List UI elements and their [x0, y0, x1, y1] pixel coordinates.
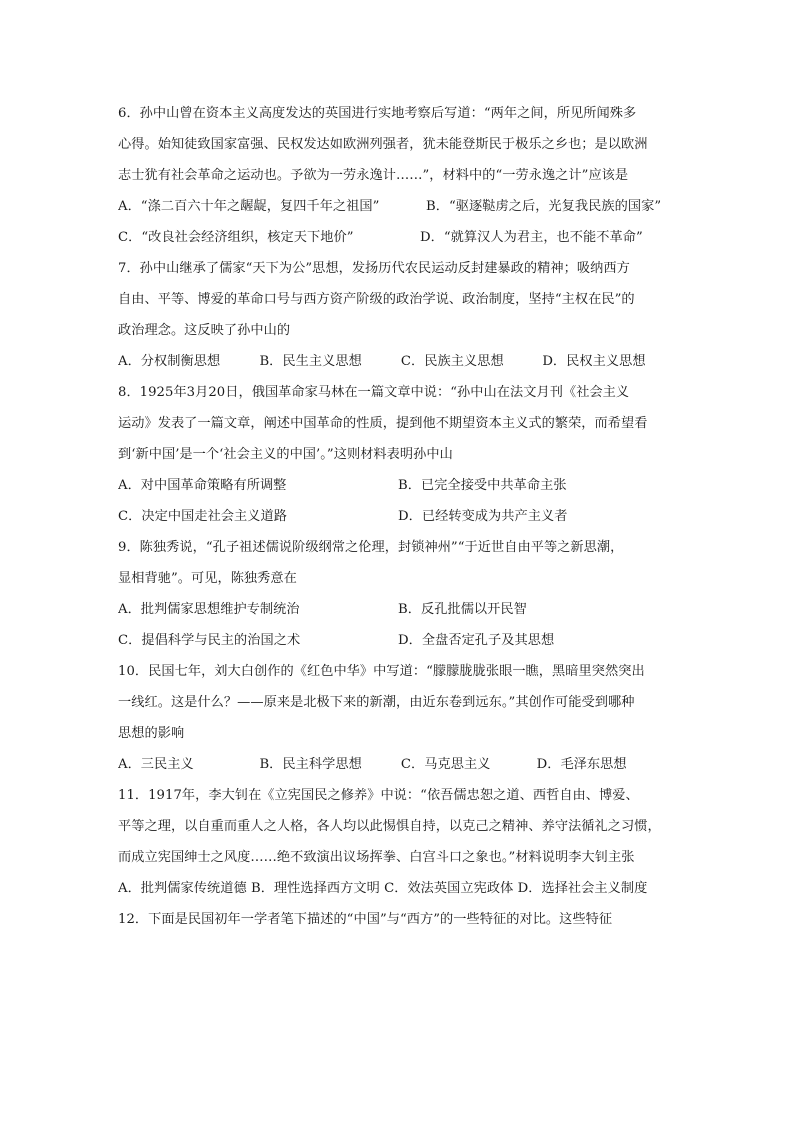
question-11-stem-line: 11．1917年，李大钊在《立宪国民之修养》中说：“依吾儒忠恕之道、西哲自由、博爱、	[118, 788, 639, 803]
question-10-options-row	[118, 749, 678, 780]
question-8-option-d: D．已经转变成为共产主义者	[398, 509, 568, 524]
question-11-stem-line: 而成立宪国绅士之风度……绝不致演出议场挥拳、白宫斗口之象也。”材料说明李大钊主张	[118, 850, 635, 865]
question-7-stem-line: 自由、平等、博爱的革命口号与西方资产阶级的政治学说、政治制度，坚持“主权在民”的	[118, 292, 635, 307]
question-6-options-row	[118, 222, 678, 253]
question-6-stem-line: 心得。始知徒致国家富强、民权发达如欧洲列强者，犹未能登斯民于极乐之乡也；是以欧洲	[118, 137, 648, 152]
question-6-stem-line: 志士犹有社会革命之运动也。予欲为一劳永逸计……”，材料中的“一劳永逸之计”应该是	[118, 168, 629, 183]
question-10-option-b: B．民主科学思想	[259, 757, 362, 772]
question-10-stem-line: 思想的影响	[118, 726, 185, 741]
question-10-stem-line: 10．民国七年，刘大白创作的《红色中华》中写道：“朦朦胧胧张眼一瞧，黑暗里突然突出	[118, 664, 645, 679]
question-9-option-a: A．批判儒家思想维护专制统治	[118, 602, 300, 617]
question-9-option-b: B．反孔批儒以开民智	[398, 602, 527, 617]
question-8-stem-line: 运动》发表了一篇文章，阐述中国革命的性质，提到他不期望资本主义式的繁荣，而希望看	[118, 416, 648, 431]
question-9-option-d: D．全盘否定孔子及其思想	[398, 633, 555, 648]
question-7-option-a: A．分权制衡思想	[118, 354, 221, 369]
question-7-option-d: D．民权主义思想	[542, 354, 646, 369]
question-6-option-c: C．“改良社会经济组织，核定天下地价”	[118, 230, 354, 245]
question-8-option-b: B．已完全接受中共革命主张	[398, 478, 567, 493]
question-8-option-c: C．决定中国走社会主义道路	[118, 509, 287, 524]
question-7-stem-line: 政治理念。这反映了孙中山的	[118, 323, 291, 338]
question-6-option-a: A．“涤二百六十年之龌龊，复四千年之祖国”	[118, 199, 380, 214]
question-8-option-a: A．对中国革命策略有所调整	[118, 478, 287, 493]
question-9-option-c: C．提倡科学与民主的治国之术	[118, 633, 301, 648]
question-7-option-c: C．民族主义思想	[400, 354, 504, 369]
question-9-options-row	[118, 625, 678, 656]
question-9-stem-line: 9．陈独秀说，“孔子祖述儒说阶级纲常之伦理，封锁神州”“于近世自由平等之新思潮，	[118, 540, 624, 555]
question-10-option-a: A．三民主义	[118, 757, 194, 772]
question-11-stem-line: 平等之理，以自重而重人之人格，各人均以此惕惧自持，以克己之精神、养守法循礼之习惯，	[118, 819, 661, 834]
question-6-option-d: D．“就算汉人为君主，也不能不革命”	[420, 230, 643, 245]
question-7-option-b: B．民生主义思想	[259, 354, 362, 369]
question-8-stem-line: 8．1925年3月20日，俄国革命家马林在一篇文章中说：“孙中山在法文月刊《社会主义	[118, 385, 630, 400]
question-9-options-row	[118, 594, 678, 625]
question-11-options-line: A．批判儒家传统道德 B．理性选择西方文明 C．效法英国立宪政体 D．选择社会主义制度	[118, 881, 648, 896]
question-7-options-row	[118, 346, 678, 377]
question-8-stem-line: 到‘新中国’是一个‘社会主义的中国’。”这则材料表明孙中山	[118, 447, 453, 462]
question-6-option-b: B．“驱逐鞑虏之后，光复我民族的国家”	[426, 199, 662, 214]
question-8-options-row	[118, 470, 678, 501]
question-12-stem-line: 12．下面是民国初年一学者笔下描述的“中国”与“西方”的一些特征的对比。这些特征	[118, 912, 613, 927]
question-6-stem-line: 6．孙中山曾在资本主义高度发达的英国进行实地考察后写道：“两年之间，所见所闻殊多	[118, 106, 637, 121]
question-10-option-d: D．毛泽东思想	[536, 757, 627, 772]
question-8-options-row	[118, 501, 678, 532]
question-10-option-c: C．马克思主义	[400, 757, 491, 772]
question-6-options-row	[118, 191, 678, 222]
question-7-stem-line: 7．孙中山继承了儒家“天下为公”思想，发扬历代农民运动反封建暴政的精神；吸纳西方	[118, 261, 630, 276]
question-10-stem-line: 一线红。这是什么？——原来是北极下来的新潮，由近东卷到远东。”其创作可能受到哪种	[118, 695, 635, 710]
question-9-stem-line: 显相背驰”。可见，陈独秀意在	[118, 571, 297, 586]
question-list	[118, 98, 678, 935]
